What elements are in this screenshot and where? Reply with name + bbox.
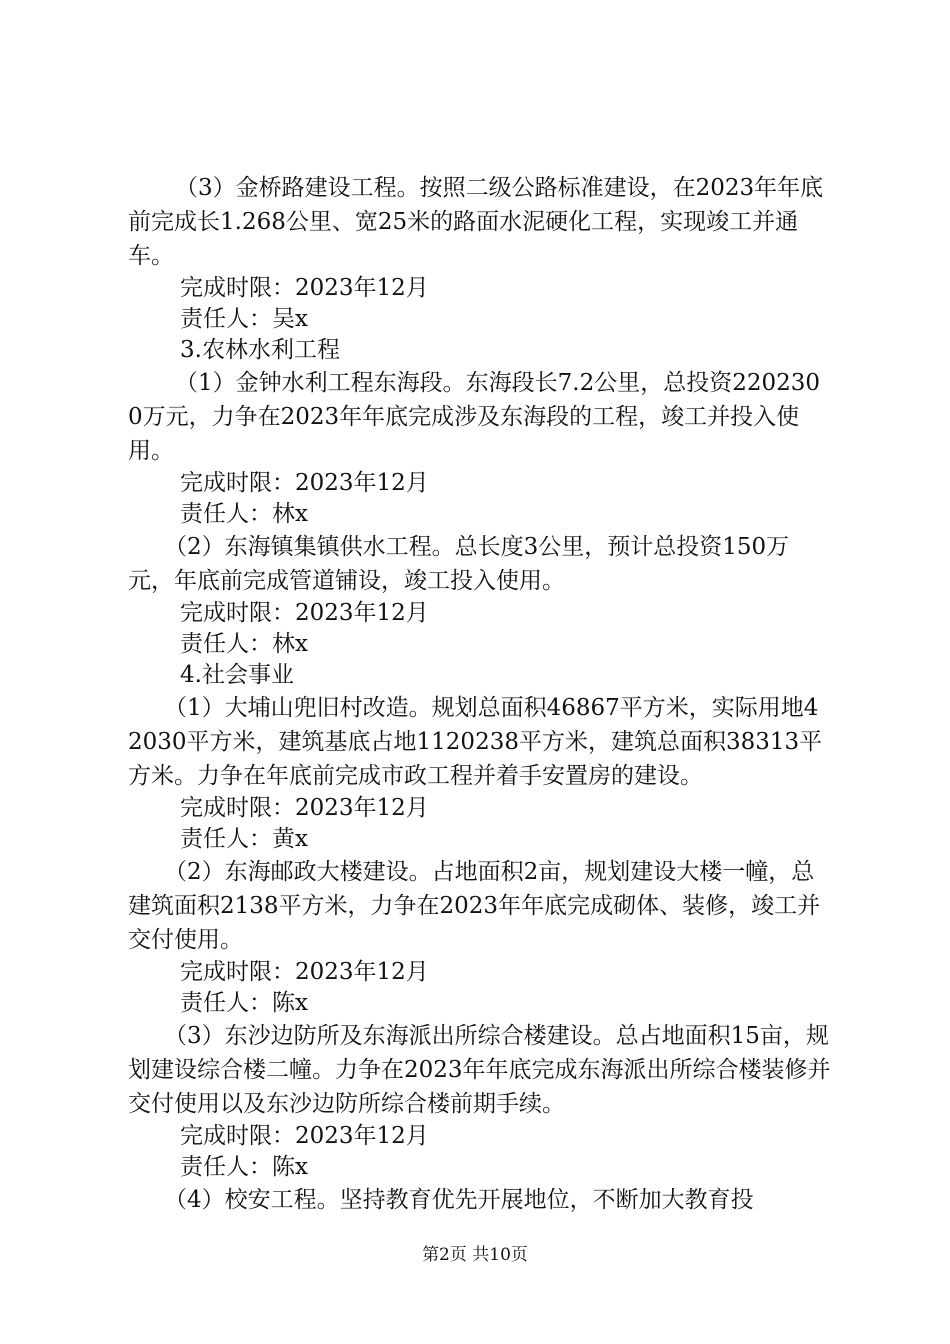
- paragraph-jinqiao-road: （3）金桥路建设工程。按照二级公路标准建设，在2023年年底前完成长1.268公里、宽25米的路面水泥硬化工程，实现竣工并通车。: [128, 175, 824, 269]
- deadline-line: 完成时限：2023年12月: [180, 470, 429, 496]
- section-heading-social: 4.社会事业: [180, 662, 294, 688]
- responsible-line: 责任人：黄x: [180, 826, 308, 852]
- paragraph-postal-building: （2）东海邮政大楼建设。占地面积2亩，规划建设大楼一幢，总建筑面积2138平方米，力争在2023年年底完成砌体、装修，竣工并交付使用。: [128, 859, 821, 953]
- deadline-line: 完成时限：2023年12月: [180, 275, 429, 301]
- deadline-line: 完成时限：2023年12月: [180, 795, 429, 821]
- deadline-line: 完成时限：2023年12月: [180, 1123, 429, 1149]
- paragraph-village-renovation: （1）大埔山兜旧村改造。规划总面积46867平方米，实际用地42030平方米，建筑基底占地1120238平方米，建筑总面积38313平方米。力争在年底前完成市政工程并着手安置房的建设。: [128, 695, 823, 789]
- paragraph-water-supply: （2）东海镇集镇供水工程。总长度3公里，预计总投资150万元，年底前完成管道铺设，竣工投入使用。: [128, 534, 790, 594]
- page-number-footer: 第2页 共10页: [422, 1245, 528, 1265]
- deadline-line: 完成时限：2023年12月: [180, 600, 429, 626]
- paragraph-jinzhong-water: （1）金钟水利工程东海段。东海段长7.2公里，总投资2202300万元，力争在2023年年底完成涉及东海段的工程，竣工并投入使用。: [128, 370, 821, 464]
- deadline-line: 完成时限：2023年12月: [180, 959, 429, 985]
- responsible-line: 责任人：吴x: [180, 306, 308, 332]
- responsible-line: 责任人：陈x: [180, 1154, 308, 1180]
- paragraph-police-building: （3）东沙边防所及东海派出所综合楼建设。总占地面积15亩，规划建设综合楼二幢。力争在2023年年底完成东海派出所综合楼装修并交付使用以及东沙边防所综合楼前期手续。: [128, 1023, 831, 1117]
- responsible-line: 责任人：陈x: [180, 990, 308, 1016]
- responsible-line: 责任人：林x: [180, 631, 308, 657]
- paragraph-school-safety: （4）校安工程。坚持教育优先开展地位，不断加大教育投: [164, 1187, 754, 1213]
- document-body: [128, 171, 832, 1217]
- section-heading-water: 3.农林水利工程: [180, 337, 340, 363]
- responsible-line: 责任人：林x: [180, 501, 308, 527]
